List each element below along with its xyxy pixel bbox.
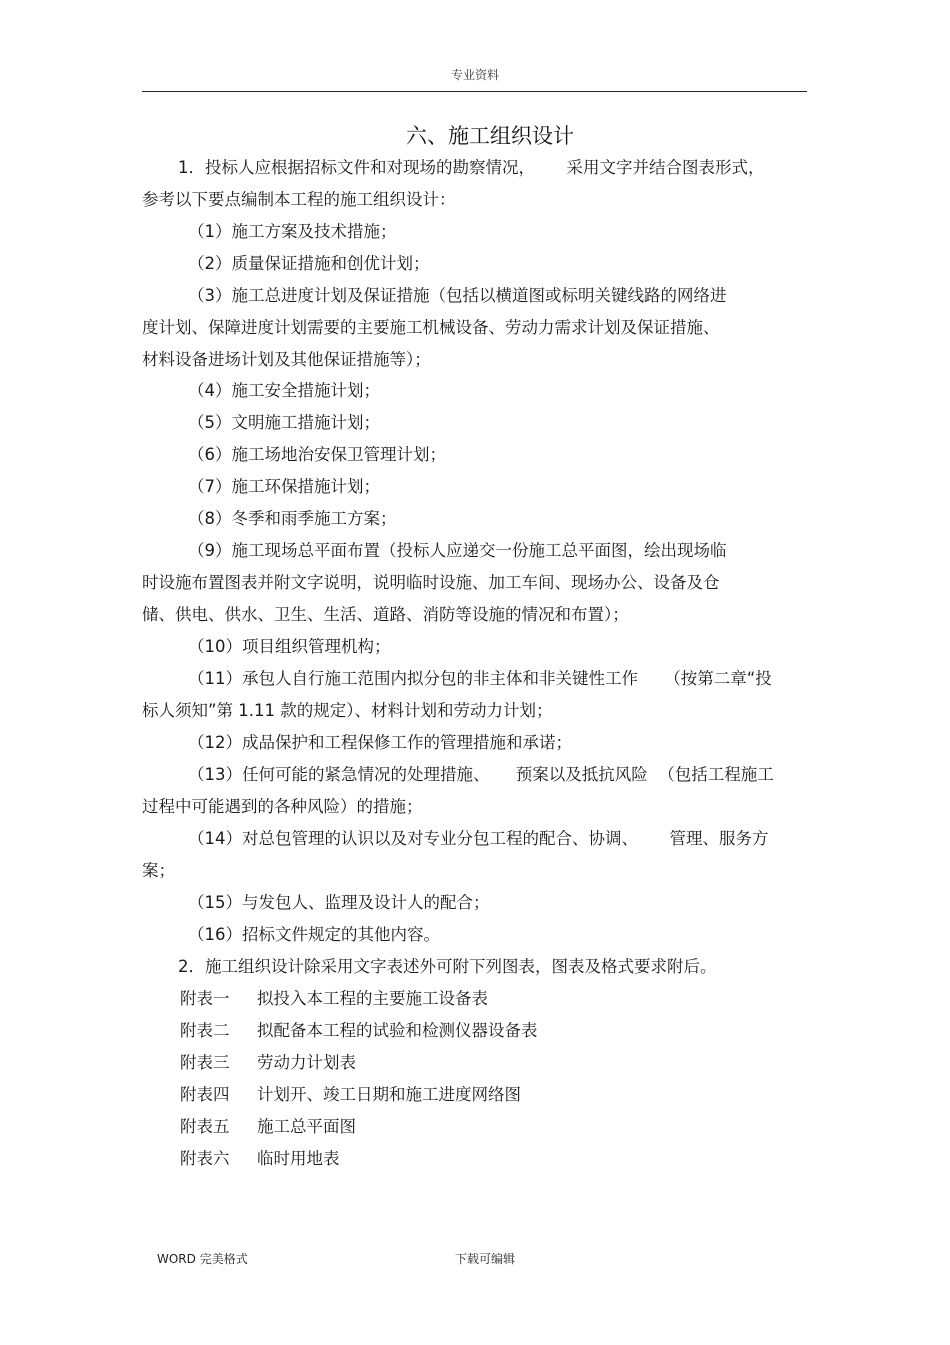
item-2: （2）质量保证措施和创优计划； (188, 254, 430, 273)
page-header: 专业资料 (450, 68, 499, 82)
intro-line-1: 1．投标人应根据招标文件和对现场的勘察情况， 采用文字并结合图表形式， (178, 158, 765, 177)
attachment-5-title: 施工总平面图 (257, 1117, 356, 1136)
attachment-6-label: 附表六 (180, 1149, 230, 1168)
item-9-line-1: （9）施工现场总平面布置（投标人应递交一份施工总平面图，绘出现场临 (188, 541, 727, 560)
header-divider (142, 91, 807, 92)
item-9-line-2: 时设施布置图表并附文字说明，说明临时设施、加工车间、现场办公、设备及仓 (142, 573, 720, 592)
item-15: （15）与发包人、监理及设计人的配合； (188, 893, 490, 912)
item-1: （1）施工方案及技术措施； (188, 222, 397, 241)
intro-line-2: 参考以下要点编制本工程的施工组织设计： (142, 190, 456, 209)
attachment-4-title: 计划开、竣工日期和施工进度网络图 (257, 1085, 521, 1104)
item-16: （16）招标文件规定的其他内容。 (188, 925, 440, 944)
item-5: （5）文明施工措施计划； (188, 413, 380, 432)
item-3-line-2: 度计划、保障进度计划需要的主要施工机械设备、劳动力需求计划及保证措施、 (142, 318, 720, 337)
attachment-1-title: 拟投入本工程的主要施工设备表 (257, 989, 488, 1008)
footer-format-note: WORD 完美格式 (157, 1252, 248, 1266)
item-14-line-1: （14）对总包管理的认识以及对专业分包工程的配合、协调、 管理、服务方 (188, 829, 769, 848)
item-7: （7）施工环保措施计划； (188, 477, 380, 496)
attachment-2-label: 附表二 (180, 1021, 230, 1040)
item-9-line-3: 储、供电、供水、卫生、生活、道路、消防等设施的情况和布置）； (142, 605, 629, 624)
item-8: （8）冬季和雨季施工方案； (188, 509, 397, 528)
attachment-2-title: 拟配备本工程的试验和检测仪器设备表 (257, 1021, 538, 1040)
item-12: （12）成品保护和工程保修工作的管理措施和承诺； (188, 733, 572, 752)
attachment-3-title: 劳动力计划表 (257, 1053, 356, 1072)
footer-download-note: 下载可编辑 (455, 1252, 516, 1266)
attachment-5-label: 附表五 (180, 1117, 230, 1136)
item-10: （10）项目组织管理机构； (188, 637, 391, 656)
section-2-text: 2．施工组织设计除采用文字表述外可附下列图表，图表及格式要求附后。 (178, 957, 717, 976)
attachment-3-label: 附表三 (180, 1053, 230, 1072)
item-11-line-2: 标人须知”第 1.11 款的规定）、材料计划和劳动力计划； (142, 701, 553, 720)
item-3-line-3: 材料设备进场计划及其他保证措施等）； (142, 350, 431, 369)
item-11-line-1: （11）承包人自行施工范围内拟分包的非主体和非关键性工作 （按第二章“投 (188, 669, 772, 688)
item-13-line-1: （13）任何可能的紧急情况的处理措施、 预案以及抵抗风险 （包括工程施工 (188, 765, 774, 784)
item-3-line-1: （3）施工总进度计划及保证措施（包括以横道图或标明关键线路的网络进 (188, 286, 727, 305)
item-13-line-2: 过程中可能遇到的各种风险）的措施； (142, 797, 423, 816)
item-4: （4）施工安全措施计划； (188, 381, 380, 400)
attachment-4-label: 附表四 (180, 1085, 230, 1104)
attachment-6-title: 临时用地表 (257, 1149, 340, 1168)
item-6: （6）施工场地治安保卫管理计划； (188, 445, 446, 464)
item-14-line-2: 案； (142, 861, 175, 880)
document-title: 六、施工组织设计 (406, 124, 574, 148)
attachment-1-label: 附表一 (180, 989, 230, 1008)
